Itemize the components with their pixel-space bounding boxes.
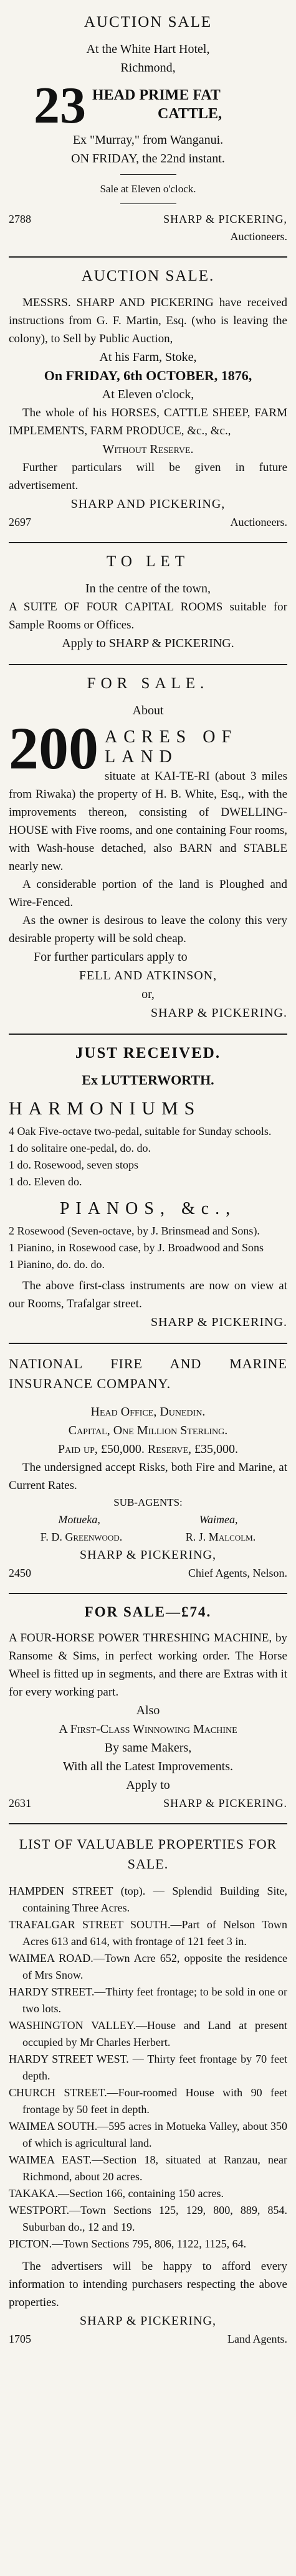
property-list xyxy=(9,1883,287,2252)
ad-line: In the centre of the town, xyxy=(85,582,211,595)
ad-paragraph: The above first-class instruments are now on view at our Rooms, Trafalgar street. xyxy=(9,1279,287,1310)
ad-heading: FOR SALE. xyxy=(87,675,209,692)
ad-heading: FOR SALE—£74. xyxy=(84,1604,212,1620)
ad-heading: TO LET xyxy=(107,553,189,570)
signature-row xyxy=(9,1564,287,1582)
harmoniums-heading: HARMONIUMS xyxy=(9,1098,201,1119)
firm-role: Land Agents. xyxy=(227,2333,287,2345)
property-item: HARDY STREET WEST. — Thirty feet frontage by 70 feet depth. xyxy=(9,2053,287,2082)
property-item: WAIMEA SOUTH.—595 acres in Motueka Valley, about 350 of which is agricultural land. xyxy=(9,2120,287,2149)
date-line: ON FRIDAY, the 22nd instant. xyxy=(71,152,225,166)
ad-heading: AUCTION SALE. xyxy=(81,268,215,284)
ad-paragraph: A considerable portion of the land is Ploughed and Wire-Fenced. xyxy=(9,878,287,909)
location-line: At his Farm, Stoke, xyxy=(99,350,197,364)
property-item: HAMPDEN STREET (top). — Splendid Building Site, containing Three Acres. xyxy=(9,1885,287,1914)
divider xyxy=(120,174,176,175)
ref-number: 2450 xyxy=(9,1567,31,1579)
firm-name: SHARP & PICKERING. xyxy=(163,1797,287,1809)
lot-desc-1: HEAD PRIME FAT xyxy=(92,87,221,103)
ad-property-list xyxy=(9,1824,287,2359)
maker-line: By same Makers, xyxy=(104,1741,192,1755)
ad-to-let xyxy=(9,543,287,665)
paid-line: Paid up, £50,000. Reserve, £35,000. xyxy=(57,1442,238,1456)
time-line: At Eleven o'clock, xyxy=(102,388,194,401)
pianos-heading: PIANOS, &c., xyxy=(59,1199,237,1218)
ad-paragraph: The whole of his HORSES, CATTLE SHEEP, FARM IMPLEMENTS, FARM PRODUCE, &c., &c., xyxy=(9,406,287,437)
property-item: CHURCH STREET.—Four-roomed House with 90 feet frontage by 50 feet in depth. xyxy=(9,2086,287,2116)
item-line: A First-Class Winnowing Machine xyxy=(59,1722,237,1736)
ad-insurance xyxy=(9,1344,287,1594)
list-item: 1 do. Eleven do. xyxy=(9,1175,82,1188)
office-line: Head Office, Dunedin. xyxy=(90,1405,206,1419)
subagents-locations xyxy=(9,1511,287,1528)
ad-paragraph: A SUITE OF FOUR CAPITAL ROOMS suitable for Sample Rooms or Offices. xyxy=(9,600,287,632)
signature-row xyxy=(9,1794,287,1812)
acre-count: 200 xyxy=(9,715,98,782)
agent-name: FELL AND ATKINSON, xyxy=(79,969,217,982)
ad-subheading: Ex LUTTERWORTH. xyxy=(82,1072,214,1088)
property-item: HARDY STREET.—Thirty feet frontage; to be sold in one or two lots. xyxy=(9,1986,287,2015)
property-item: TAKAKA.—Section 166, containing 150 acres. xyxy=(9,2187,224,2200)
divider xyxy=(120,203,176,204)
list-item: 4 Oak Five-octave two-pedal, suitable for Sunday schools. xyxy=(9,1125,272,1137)
firm-role: Auctioneers. xyxy=(230,516,287,528)
ref-number: 1705 xyxy=(9,2333,31,2345)
ad-heading: JUST RECEIVED. xyxy=(75,1045,221,1062)
signature-row xyxy=(9,513,287,531)
apply-line: For further particulars apply to xyxy=(34,950,188,964)
ref-number: 2697 xyxy=(9,516,31,528)
agent-location: Motueka, xyxy=(58,1513,100,1526)
subagents-names xyxy=(9,1528,287,1546)
list-item: 2 Rosewood (Seven-octave, by J. Brinsmead and Sons). xyxy=(9,1225,260,1237)
apply-line: Apply to xyxy=(126,1778,170,1792)
list-item: 1 Pianino, do. do. do. xyxy=(9,1258,105,1271)
ad-threshing-machine xyxy=(9,1594,287,1824)
firm-role: Auctioneers. xyxy=(230,230,287,243)
ad-paragraph: situate at KAI-TE-RI (about 3 miles from Riwaka) the property of H. B. White, Esq., with the improvements thereon, consisting of DWELLING-HOUSE with Five rooms, and one containing Four rooms, with Wash-house detached, also BARN and STABLE nearly new. xyxy=(9,770,287,873)
property-item: WAIMEA EAST.—Section 18, situated at Ranzau, near Richmond, about 20 acres. xyxy=(9,2154,287,2183)
firm-name: SHARP & PICKERING. xyxy=(151,1006,287,1020)
signature-row xyxy=(9,2330,287,2348)
venue-line: At the White Hart Hotel, xyxy=(86,42,210,56)
acreage-block xyxy=(9,715,287,875)
property-item: WASHINGTON VALLEY.—House and Land at present occupied by Mr Charles Herbert. xyxy=(9,2019,287,2048)
about-line: About xyxy=(132,704,164,717)
town-line: Richmond, xyxy=(120,61,176,75)
ref-number: 2788 xyxy=(9,213,31,225)
property-item: TRAFALGAR STREET SOUTH.—Part of Nelson Town Acres 613 and 614, with frontage of 121 feet 3 in. xyxy=(9,1918,287,1948)
agent-name: R. J. Malcolm. xyxy=(185,1531,256,1543)
firm-name: SHARP & PICKERING. xyxy=(151,1315,287,1329)
ad-paragraph: A FOUR-HORSE POWER THRESHING MACHINE, by Ransome & Sims, in perfect working order. The Horse Wheel is fitted up in segments, and there are Extras with it for every working part. xyxy=(9,1631,287,1699)
lot-count: 23 xyxy=(34,77,86,134)
improve-line: With all the Latest Improvements. xyxy=(62,1760,233,1773)
ad-paragraph: The advertisers will be happy to afford every information to intending purchasers respecting the above properties. xyxy=(9,2260,287,2309)
source-line: Ex "Murray," from Wanganui. xyxy=(72,133,224,147)
ad-paragraph: As the owner is desirous to leave the colony this very desirable property will be sold cheap. xyxy=(9,914,287,945)
agent-name: F. D. Greenwood. xyxy=(40,1531,123,1543)
ad-heading: AUCTION SALE xyxy=(84,14,212,30)
list-item: 1 Pianino, in Rosewood case, by J. Broadwood and Sons xyxy=(9,1241,264,1254)
ad-heading: NATIONAL FIRE AND MARINE INSURANCE COMPANY. xyxy=(9,1356,287,1391)
ad-paragraph: The undersigned accept Risks, both Fire and Marine, at Current Rates. xyxy=(9,1461,287,1492)
ad-for-sale-land xyxy=(9,665,287,1035)
date-line: On FRIDAY, 6th OCTOBER, 1876, xyxy=(44,368,252,383)
reserve-line: Without Reserve. xyxy=(102,442,194,456)
ad-just-received xyxy=(9,1035,287,1344)
agent-location: Waimea, xyxy=(199,1513,238,1526)
time-line: Sale at Eleven o'clock. xyxy=(100,183,196,195)
list-item: 1 do. Rosewood, seven stops xyxy=(9,1159,138,1171)
signature-row xyxy=(9,210,287,228)
list-item: 1 do solitaire one-pedal, do. do. xyxy=(9,1142,151,1154)
acre-label: ACRES OF LAND xyxy=(105,727,238,767)
also-line: Also xyxy=(136,1704,160,1717)
lot-block xyxy=(34,77,287,134)
or-line: or, xyxy=(141,987,155,1001)
firm-name: SHARP AND PICKERING, xyxy=(70,497,226,511)
apply-line: Apply to SHARP & PICKERING. xyxy=(62,637,234,650)
ad-auction-farm xyxy=(9,258,287,543)
firm-name: SHARP & PICKERING, xyxy=(80,2314,216,2328)
lot-desc-2: CATTLE, xyxy=(158,106,222,122)
ad-heading: LIST OF VALUABLE PROPERTIES FOR SALE. xyxy=(19,1836,277,1872)
property-item: WAIMEA ROAD.—Town Acre 652, opposite the residence of Mrs Snow. xyxy=(9,1952,287,1981)
property-item: WESTPORT.—Town Sections 125, 129, 800, 889, 854. Suburban do., 12 and 19. xyxy=(9,2204,287,2233)
firm-name: SHARP & PICKERING, xyxy=(80,1548,216,1562)
ad-paragraph: Further particulars will be given in future advertisement. xyxy=(9,461,287,492)
role-row xyxy=(9,228,287,245)
firm-name: SHARP & PICKERING, xyxy=(163,213,287,225)
capital-line: Capital, One Million Sterling. xyxy=(68,1424,228,1437)
property-item: PICTON.—Town Sections 795, 806, 1122, 1125, 64. xyxy=(9,2238,247,2250)
firm-role: Chief Agents, Nelson. xyxy=(188,1567,287,1579)
ad-paragraph: MESSRS. SHARP AND PICKERING have received instructions from G. F. Martin, Esq. (who is leaving the colony), to Sell by Public Auction, xyxy=(9,296,287,345)
ad-auction-cattle xyxy=(9,4,287,258)
subagents-label: SUB-AGENTS: xyxy=(113,1496,183,1508)
ref-number: 2631 xyxy=(9,1797,31,1809)
